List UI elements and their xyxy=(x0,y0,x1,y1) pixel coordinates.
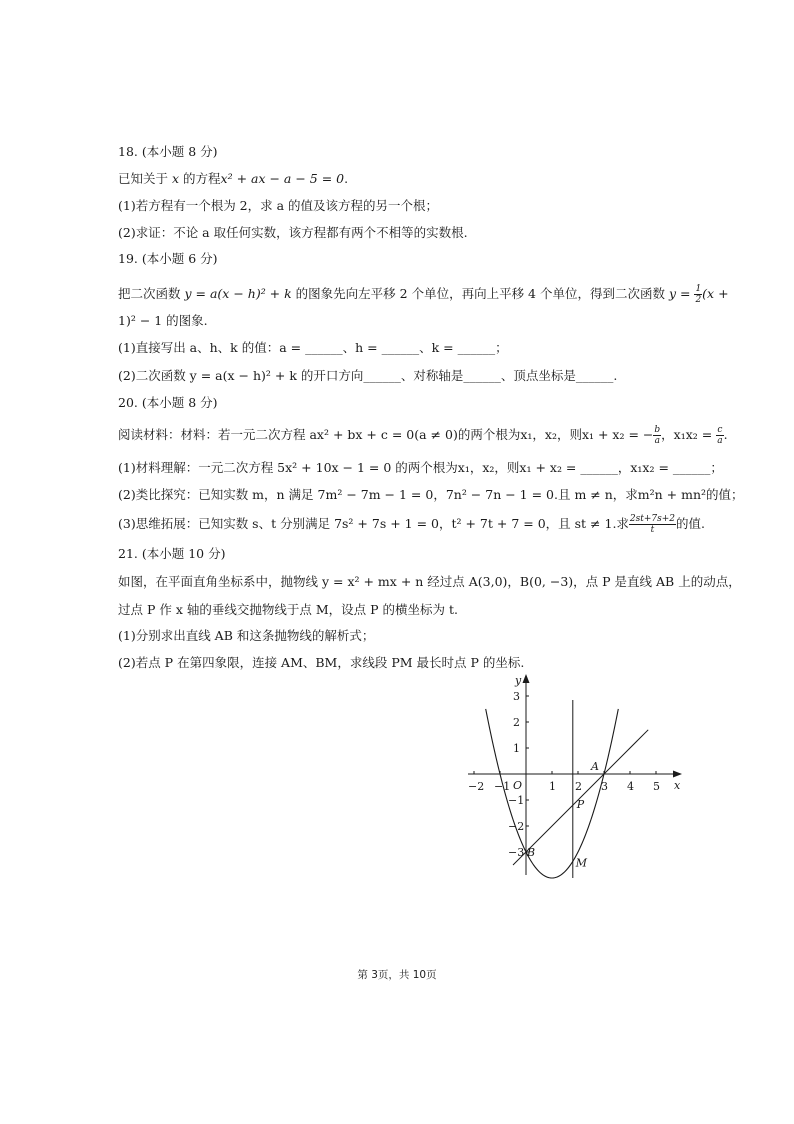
y-tick-label: −3 xyxy=(508,846,525,859)
q20-frac2-den: a xyxy=(717,436,723,446)
q20-frac1-den: a xyxy=(654,436,660,446)
q20-header: 20. (本小题 8 分) xyxy=(118,395,218,410)
q20-stem-text-b: ，x₁x₂ = xyxy=(661,427,717,442)
y-tick-label: 2 xyxy=(513,716,520,729)
q19-result-rhs: (x + xyxy=(702,286,729,301)
y-tick-label: 3 xyxy=(513,690,520,703)
q20-stem-text-c: . xyxy=(723,427,728,442)
q21-stem-line2: 过点 P 作 x 轴的垂线交抛物线于点 M，设点 P 的横坐标为 t. xyxy=(118,602,458,617)
q20-frac1-num: b xyxy=(654,425,661,435)
x-tick-label: 5 xyxy=(653,780,660,793)
q20-part2: (2)类比探究：已知实数 m，n 满足 7m² − 7m − 1 = 0，7n² − 7n − 1 = 0.且 m ≠ n，求m²n + mn²的值； xyxy=(118,487,744,502)
q18-part1: (1)若方程有一个根为 2，求 a 的值及该方程的另一个根； xyxy=(118,198,439,213)
q21-part1: (1)分别求出直线 AB 和这条抛物线的解析式； xyxy=(118,628,375,643)
q18-stem xyxy=(118,170,678,188)
q18-stem-text-c: . xyxy=(344,171,349,186)
q19-result-lhs: y = xyxy=(668,286,695,301)
q20-part3-text-a: (3)思维拓展：已知实数 s、t 分别满足 7s² + 7s + 1 = 0，t² + 7t + 7 = 0，且 st ≠ 1.求 xyxy=(118,516,629,531)
q20-part3 xyxy=(118,514,706,535)
point-b-label: B xyxy=(527,846,536,859)
origin-label: O xyxy=(513,779,523,792)
q18-header: 18. (本小题 8 分) xyxy=(118,144,218,159)
x-tick-label: 1 xyxy=(549,780,556,793)
y-tick-label: 1 xyxy=(513,742,520,755)
y-axis-arrow xyxy=(523,674,530,683)
q18-stem-text-b: 的方程 xyxy=(179,171,221,186)
point-p-label: P xyxy=(576,797,585,811)
q19-part2: (2)二次函数 y = a(x − h)² + k 的开口方向______、对称轴是______、顶点坐标是______. xyxy=(118,368,618,383)
q19-stem-line2: 1)² − 1 的图象. xyxy=(118,313,208,328)
x-axis-label: x xyxy=(674,779,681,792)
q21-part2: (2)若点 P 在第四象限，连接 AM、BM，求线段 PM 最长时点 P 的坐标. xyxy=(118,655,525,670)
x-axis-arrow xyxy=(673,771,682,778)
parabola-curve xyxy=(486,709,619,878)
q20-fraction-c-over-a xyxy=(716,425,723,446)
y-axis-label: y xyxy=(515,674,522,687)
q19-frac-num: 1 xyxy=(695,284,702,294)
q20-part3-frac-den: t xyxy=(650,525,655,535)
q20-stem xyxy=(118,425,728,446)
q19-part1: (1)直接写出 a、h、k 的值：a = ______、h = ______、k = ______； xyxy=(118,340,508,355)
q20-fraction-b-over-a xyxy=(653,425,661,446)
x-tick-label: 2 xyxy=(575,780,582,793)
page-footer: 第 3页，共 10页 xyxy=(357,969,437,981)
x-tick-label: −1 xyxy=(494,780,511,793)
q19-stem-text-b: 的图象先向左平移 2 个单位，再向上平移 4 个单位，得到二次函数 xyxy=(291,286,669,301)
q18-part2: (2)求证：不论 a 取任何实数，该方程都有两个不相等的实数根. xyxy=(118,225,468,240)
coordinate-graph xyxy=(462,672,686,882)
q19-fraction-half xyxy=(694,284,702,305)
q18-stem-text-a: 已知关于 xyxy=(118,171,172,186)
q21-stem-line1: 如图，在平面直角坐标系中，抛物线 y = x² + mx + n 经过点 A(3,0)，B(0, −3)，点 P 是直线 AB 上的动点， xyxy=(118,574,741,589)
q20-stem-text-a: 阅读材料：材料：若一元二次方程 ax² + bx + c = 0(a ≠ 0)的两个根为x₁，x₂，则x₁ + x₂ = − xyxy=(118,427,654,442)
point-m-label: M xyxy=(575,856,588,870)
x-tick-label: 3 xyxy=(601,780,608,793)
q19-function: y = a(x − h)² + k xyxy=(184,286,292,301)
x-tick-label: 4 xyxy=(627,780,634,793)
q20-part3-text-b: 的值. xyxy=(676,516,706,531)
y-tick-label: −1 xyxy=(508,794,525,807)
q19-stem-text-a: 把二次函数 xyxy=(118,286,185,301)
q18-equation: x² + ax − a − 5 = 0 xyxy=(220,171,345,186)
q20-part1: (1)材料理解：一元二次方程 5x² + 10x − 1 = 0 的两个根为x₁，x₂，则x₁ + x₂ = ______，x₁x₂ = ______； xyxy=(118,460,723,475)
q19-frac-den: 2 xyxy=(695,295,702,305)
q20-frac2-num: c xyxy=(717,425,723,435)
q20-part3-frac-num: 2st+7s+2 xyxy=(629,514,676,524)
q18-stem-var: x xyxy=(171,171,180,186)
y-tick-label: −2 xyxy=(508,820,525,833)
q19-stem-line1 xyxy=(118,284,729,305)
q19-header: 19. (本小题 6 分) xyxy=(118,251,218,266)
x-tick-label: −2 xyxy=(468,780,485,793)
q20-part3-fraction xyxy=(629,514,676,535)
point-a-label: A xyxy=(591,760,599,773)
q21-header: 21. (本小题 10 分) xyxy=(118,546,226,561)
